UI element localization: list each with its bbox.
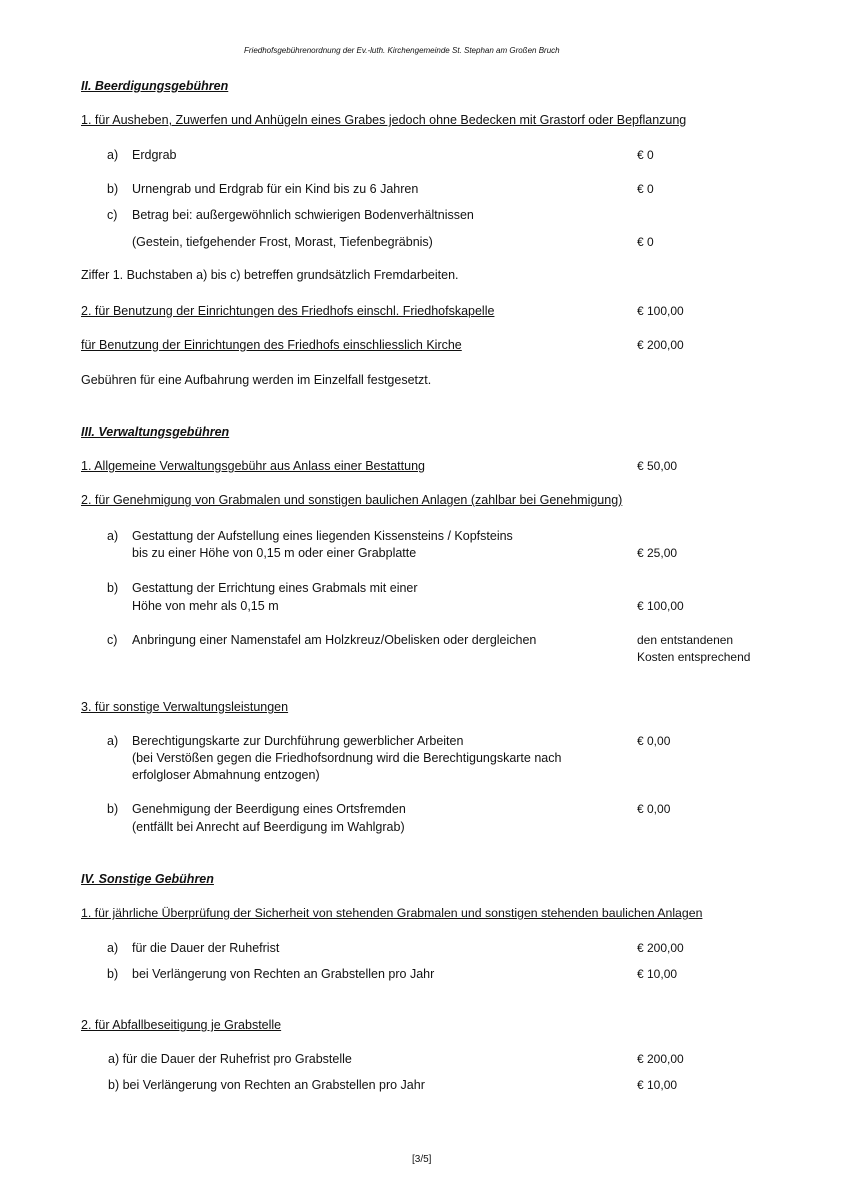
item-text-line2: (bei Verstößen gegen die Friedhofsordnung wird die Berechtigungskarte nach xyxy=(132,751,562,765)
section-ii-sub3: für Benutzung der Einrichtungen des Friedhofs einschliesslich Kirche xyxy=(81,338,462,352)
item-amount: € 0 xyxy=(637,235,654,249)
item-text-line2: bis zu einer Höhe von 0,15 m oder einer Grabplatte xyxy=(132,546,417,560)
item-amount: € 0,00 xyxy=(637,802,671,816)
page-header: Friedhofsgebührenordnung der Ev.-luth. Kirchengemeinde St. Stephan am Großen Bruch xyxy=(244,46,560,55)
section-iii-sub1: 1. Allgemeine Verwaltungsgebühr aus Anlass einer Bestattung xyxy=(81,459,425,473)
item-label: a) xyxy=(107,734,119,748)
item-text-line3: erfolgloser Abmahnung entzogen) xyxy=(132,768,320,782)
section-ii-title: II. Beerdigungsgebühren xyxy=(81,79,229,93)
sub2-amount: € 100,00 xyxy=(637,304,684,318)
note-aufbahrung: Gebühren für eine Aufbahrung werden im Einzelfall festgesetzt. xyxy=(81,373,432,387)
item-amount: € 0 xyxy=(637,182,654,196)
item-label: c) xyxy=(107,633,118,647)
item-amount: € 200,00 xyxy=(637,1052,684,1066)
note-fremdarbeiten: Ziffer 1. Buchstaben a) bis c) betreffen grundsätzlich Fremdarbeiten. xyxy=(81,268,459,282)
item-amount: € 0 xyxy=(637,148,654,162)
item-amount: € 25,00 xyxy=(637,546,678,560)
section-ii-sub1: 1. für Ausheben, Zuwerfen und Anhügeln eines Grabes jedoch ohne Bedecken mit Grastorf oder Bepflanzung xyxy=(81,113,687,127)
section-iii-title: III. Verwaltungsgebühren xyxy=(81,425,230,439)
item-text: für die Dauer der Ruhefrist xyxy=(132,941,280,955)
item-text-line2: (Gestein, tiefgehender Frost, Morast, Tiefenbegräbnis) xyxy=(132,235,433,249)
item-label: c) xyxy=(107,208,118,222)
page-number: [3/5] xyxy=(412,1154,432,1165)
item-amount: € 100,00 xyxy=(637,599,684,613)
item-text: Betrag bei: außergewöhnlich schwierigen Bodenverhältnissen xyxy=(132,208,474,222)
item-label: a) xyxy=(107,529,119,543)
item-text: Erdgrab xyxy=(132,148,177,162)
item-label: a) xyxy=(107,148,119,162)
item-amount: € 10,00 xyxy=(637,967,678,981)
item-label: b) xyxy=(107,967,119,981)
item-label: a) xyxy=(107,941,119,955)
item-amount: € 10,00 xyxy=(637,1078,678,1092)
item-amount-line1: den entstandenen xyxy=(637,633,734,647)
item-text: Genehmigung der Beerdigung eines Ortsfremden xyxy=(132,802,406,816)
item-text-line2: Höhe von mehr als 0,15 m xyxy=(132,599,279,613)
section-iii-sub3: 3. für sonstige Verwaltungsleistungen xyxy=(81,700,289,714)
item-text: b) bei Verlängerung von Rechten an Grabstellen pro Jahr xyxy=(108,1078,425,1092)
section-iv-sub2: 2. für Abfallbeseitigung je Grabstelle xyxy=(81,1018,282,1032)
item-text-line2: (entfällt bei Anrecht auf Beerdigung im Wahlgrab) xyxy=(132,820,405,834)
section-iv-sub1: 1. für jährliche Überprüfung der Sicherheit von stehenden Grabmalen und sonstigen stehenden baulichen Anlagen xyxy=(81,906,703,920)
item-amount-line2: Kosten entsprechend xyxy=(637,650,751,664)
section-iii-sub2: 2. für Genehmigung von Grabmalen und sonstigen baulichen Anlagen (zahlbar bei Genehmigung) xyxy=(81,493,623,507)
item-text: Gestattung der Aufstellung eines liegenden Kissensteins / Kopfsteins xyxy=(132,529,513,543)
item-text: bei Verlängerung von Rechten an Grabstellen pro Jahr xyxy=(132,967,435,981)
item-amount: € 200,00 xyxy=(637,941,684,955)
item-amount: € 0,00 xyxy=(637,734,671,748)
section-iv-title: IV. Sonstige Gebühren xyxy=(81,872,214,886)
item-text: Urnengrab und Erdgrab für ein Kind bis zu 6 Jahren xyxy=(132,182,419,196)
item-text: Gestattung der Errichtung eines Grabmals mit einer xyxy=(132,581,418,595)
item-text: a) für die Dauer der Ruhefrist pro Grabstelle xyxy=(108,1052,352,1066)
item-label: b) xyxy=(107,802,119,816)
item-label: b) xyxy=(107,182,119,196)
sub1-amount: € 50,00 xyxy=(637,459,678,473)
item-text: Anbringung einer Namenstafel am Holzkreuz/Obelisken oder dergleichen xyxy=(132,633,537,647)
item-label: b) xyxy=(107,581,119,595)
item-text: Berechtigungskarte zur Durchführung gewerblicher Arbeiten xyxy=(132,734,464,748)
section-ii-sub2: 2. für Benutzung der Einrichtungen des Friedhofs einschl. Friedhofskapelle xyxy=(81,304,495,318)
sub3-amount: € 200,00 xyxy=(637,338,684,352)
